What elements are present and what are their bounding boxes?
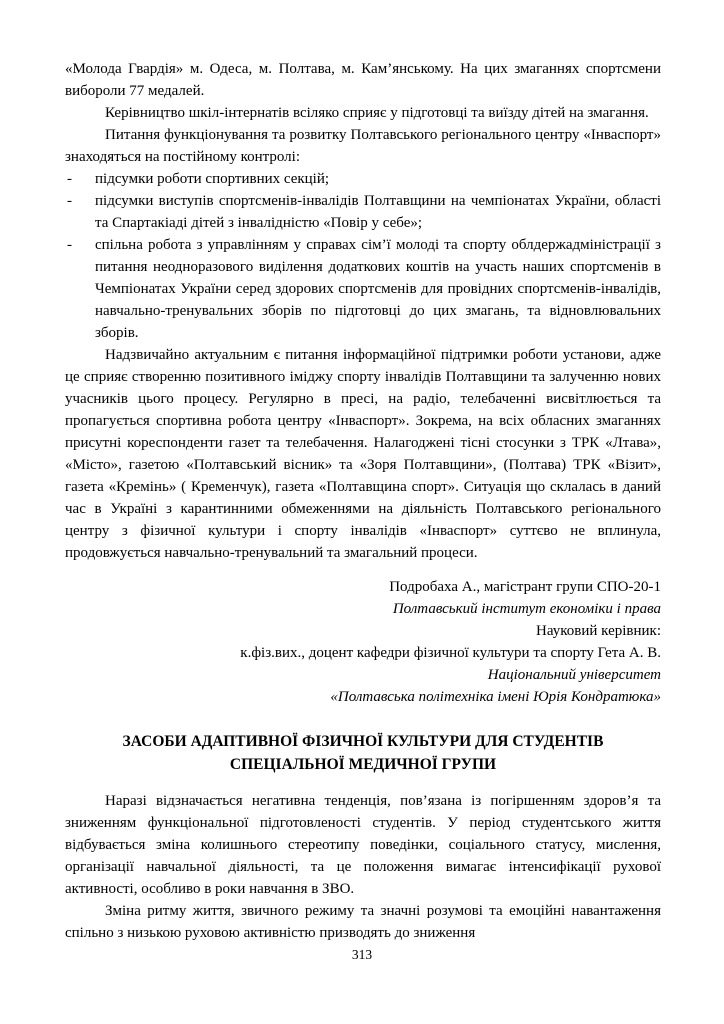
paragraph: Наразі відзначається негативна тенденція, пов’язана із погіршенням здоров’я та зниженням функціональної підготовленості студентів. У період студентського життя відбувається зміна колишнього стереотипу поведінки, соціального статусу, мислення, організації навчальної діяльності, та це положення вимагає інтенсифікації рухової активності, особливо в роки навчання в ЗВО.	[65, 793, 661, 897]
bullet-text: спільна робота з управлінням у справах сім’ї молоді та спорту облдержадміністрації з питання неодноразового виділення додаткових коштів на участь наших спортсменів в Чемпіонатах України серед здорових спортсменів для провідних спортсменів-інвалідів, навчально-тренувальних зборів по підготовці до цих змагань, та відновлювальних зборів.	[95, 237, 661, 341]
supervisor-label-line: Науковий керівник:	[536, 623, 661, 639]
author-name-line: Подробаха А., магістрант групи СПО-20-1	[389, 579, 661, 595]
bullet-item	[65, 234, 661, 344]
bullet-marker: -	[67, 171, 72, 187]
bullet-marker: -	[67, 193, 72, 209]
bullet-text: підсумки роботи спортивних секцій;	[95, 171, 330, 187]
supervisor-name-line: к.фіз.вих., доцент кафедри фізичної культури та спорту Гета А. В.	[240, 645, 661, 661]
paragraph: «Молода Гвардія» м. Одеса, м. Полтава, м. Кам’янському. На цих змаганнях спортсмени вибороли 77 медалей.	[65, 61, 661, 99]
bullet-item	[65, 190, 661, 234]
paragraph: Керівництво шкіл-інтернатів всіляко сприяє у підготовці та виїзду дітей на змагання.	[105, 105, 649, 121]
bullet-marker: -	[67, 237, 72, 253]
bullet-item	[65, 168, 661, 190]
page-number: 313	[351, 947, 373, 962]
section-heading: ЗАСОБИ АДАПТИВНОЇ ФІЗИЧНОЇ КУЛЬТУРИ ДЛЯ СТУДЕНТІВ СПЕЦІАЛЬНОЇ МЕДИЧНОЇ ГРУПИ	[122, 733, 604, 773]
author-institution-line: Полтавський інститут економіки і права	[392, 601, 661, 617]
paragraph: Питання функціонування та розвитку Полтавського регіонального центру «Інваспорт» знаходяться на постійному контролі:	[65, 127, 661, 165]
university-name-line: «Полтавська політехніка імені Юрія Кондратюка»	[330, 689, 661, 705]
paragraph: Зміна ритму життя, звичного режиму та значні розумові та емоційні навантаження спільно з низькою руховою активністю призводять до зниження	[65, 903, 661, 941]
author-block	[65, 576, 661, 708]
bullet-text: підсумки виступів спортсменів-інвалідів Полтавщини на чемпіонатах України, області та Спартакіаді дітей з інвалідністю «Повір у себе»;	[95, 193, 661, 231]
paragraph: Надзвичайно актуальним є питання інформаційної підтримки роботи установи, адже це сприяє створенню позитивного іміджу спорту інвалідів Полтавщини та залученню нових учасників цього процесу. Регулярно в пресі, на радіо, телебаченні висвітлюється та пропагується спортивна робота центру «Інваспорт». Зокрема, на всіх обласних змаганнях присутні кореспонденти газет та телебачення. Налагоджені тісні стосунки з ТРК «Лтава», «Місто», газетою «Полтавський вісник» та «Зоря Полтавщини», (Полтава) ТРК «Візит», газета «Кремінь» ( Кременчук), газета «Полтавщина спорт». Ситуація що склалась в даний час в Україні з карантинними обмеженнями на діяльність Полтавського регіонального центру з фізичної культури і спорту інвалідів «Інваспорт» суттєво не вплинула, продовжується навчально-тренувальний та змагальний процеси.	[65, 347, 661, 561]
bullet-list	[65, 168, 661, 344]
university-line: Національний університет	[487, 667, 661, 683]
